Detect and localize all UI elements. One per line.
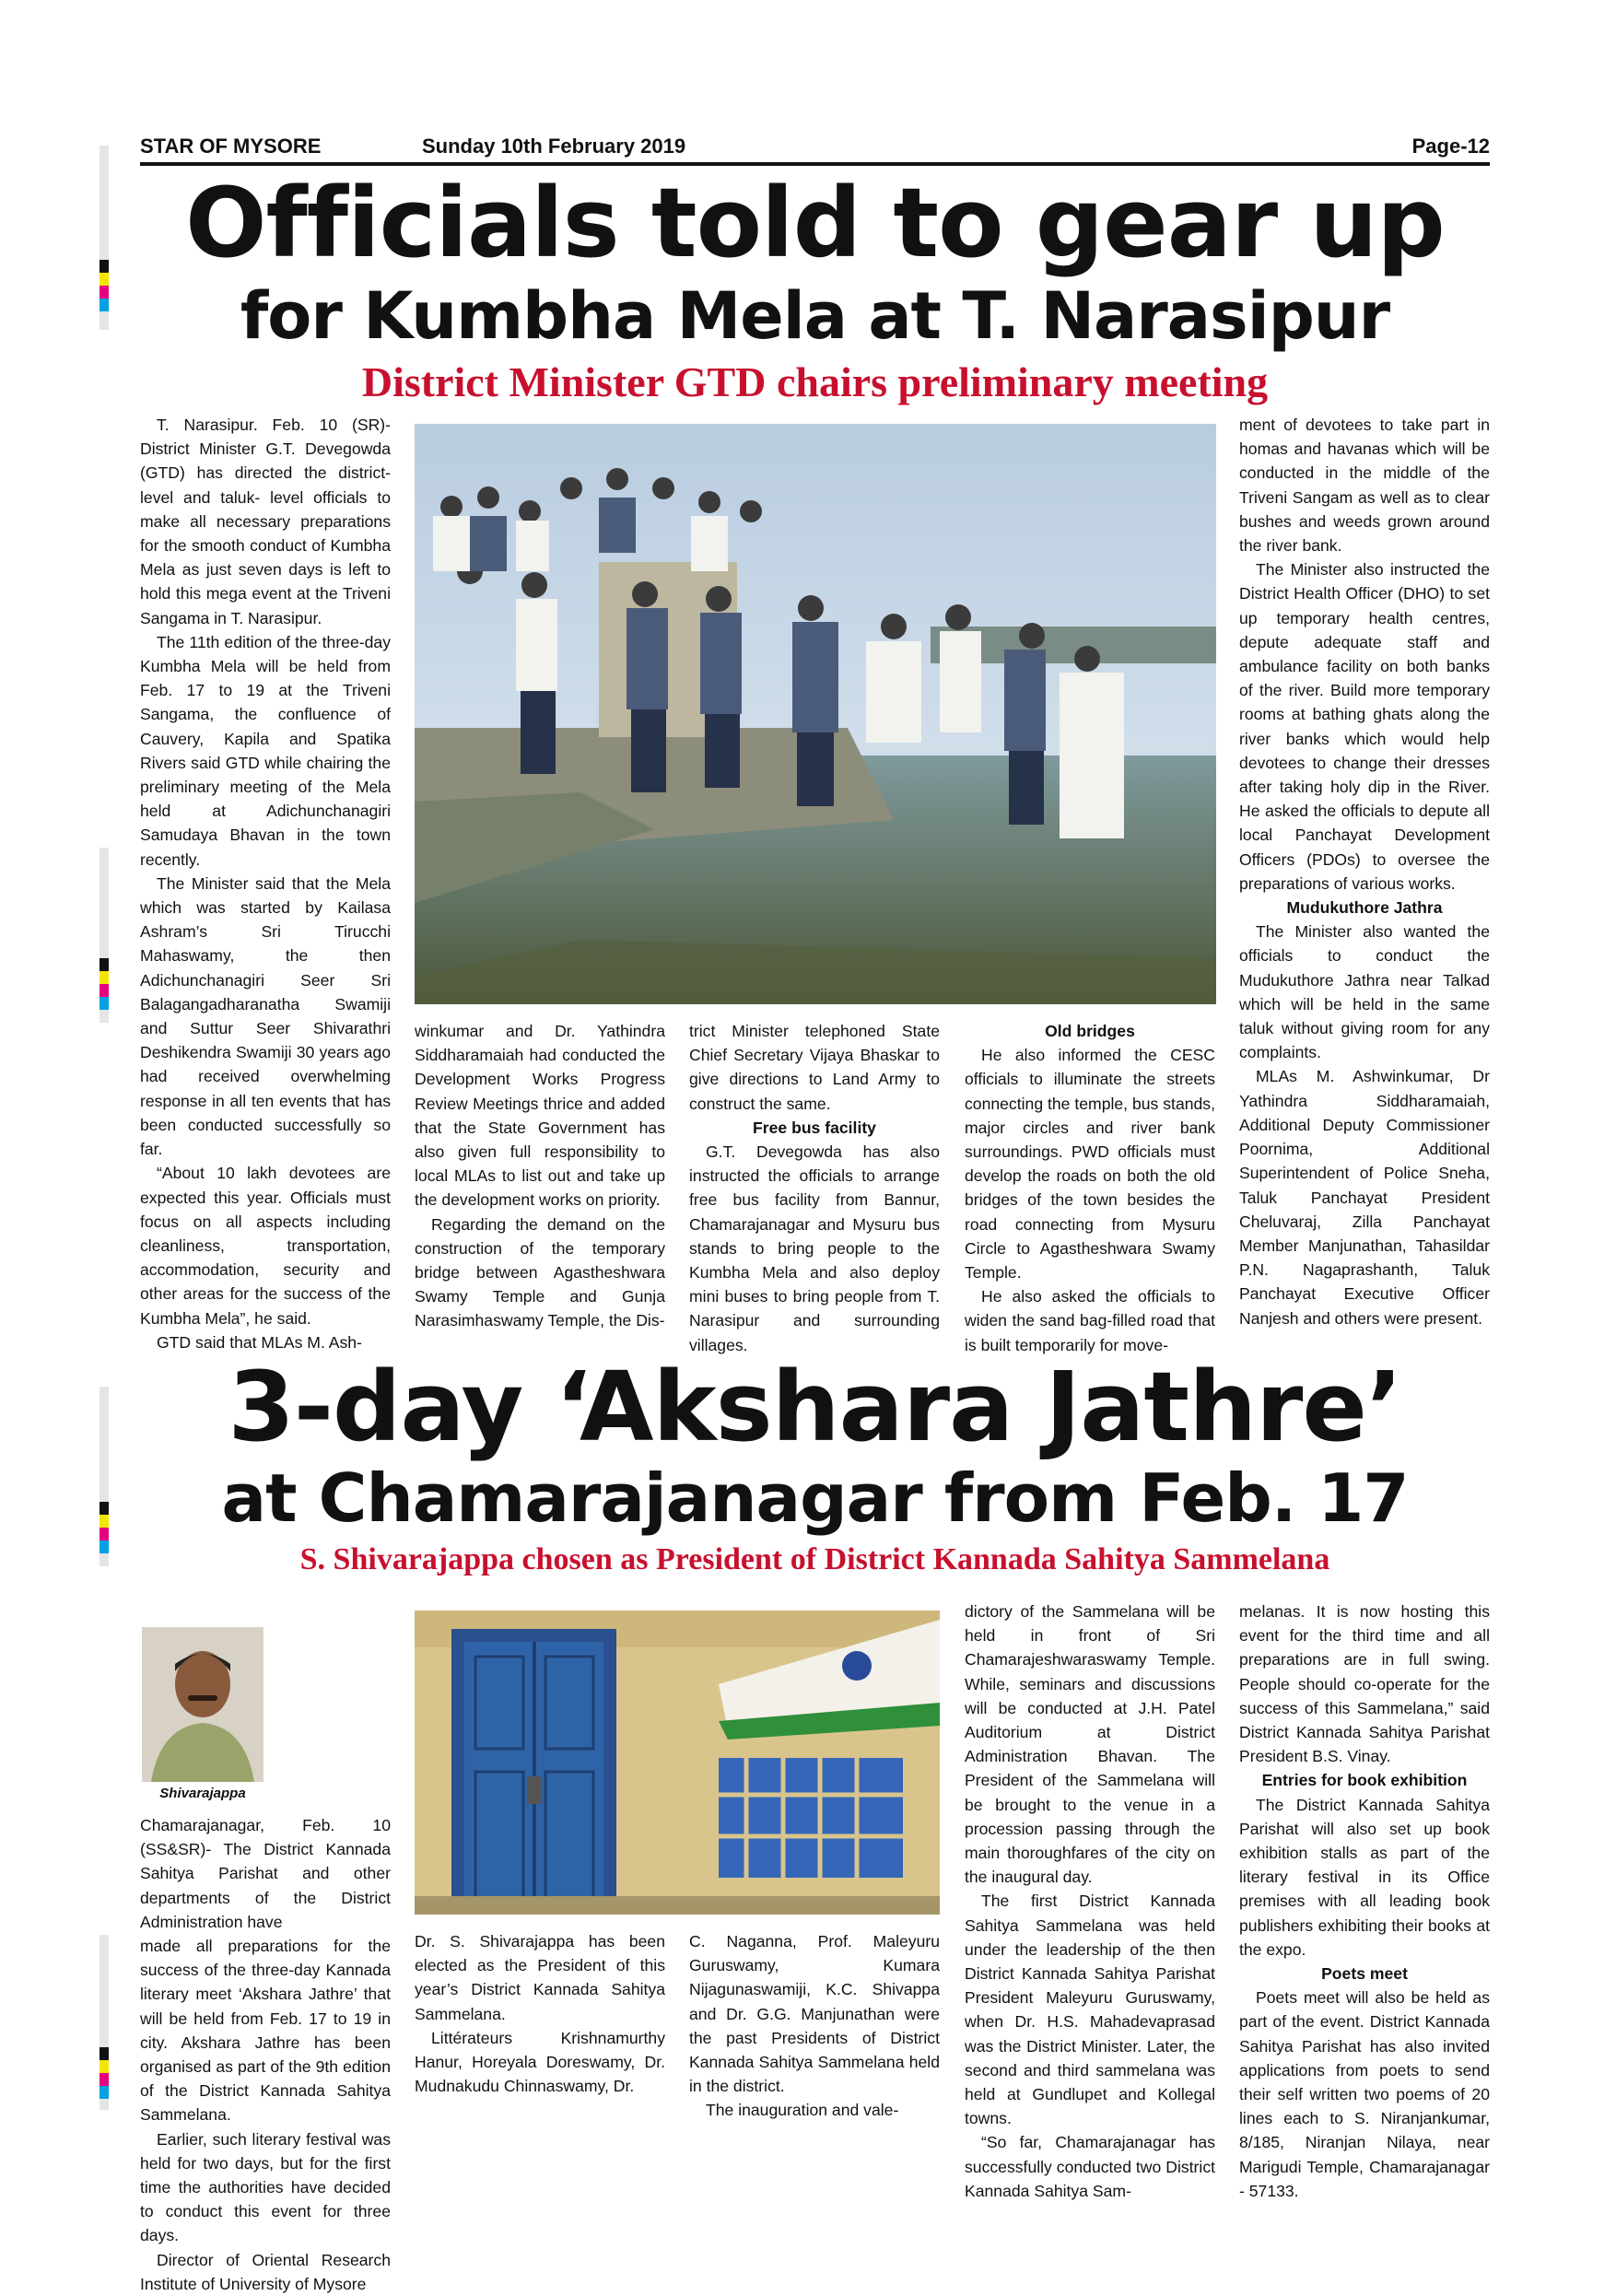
paragraph: Earlier, such literary festival was held for two days, but for the first time the authorities have decided to conduct this event for three days. <box>140 2129 391 2245</box>
paragraph: G.T. Devegowda has also instructed the officials to arrange free bus facility from Bannur, Chamarajanagar and Mysuru bus stands to bring people to the Kumbha Mela and also deploy mini buses to bring people from T. Narasipur and surrounding villages. <box>689 1142 940 1354</box>
subheading-old-bridges: Old bridges <box>1045 1022 1135 1040</box>
story1-subhead: District Minister GTD chairs preliminary meeting <box>361 358 1269 405</box>
story1-column-3 <box>689 1019 940 1360</box>
portrait-float-spacer <box>140 1599 269 1813</box>
paragraph: ment of devotees to take part in homas and havanas which will be conducted in the middle of the Triveni Sangam as well as to clear bushes and weeds grown around the river bank. <box>1239 416 1490 556</box>
story2-column-4 <box>965 1599 1215 2208</box>
story2-column-5 <box>1239 1599 1490 2208</box>
paragraph: The Minister said that the Mela which was started by Kailasa Ashram’s Sri Tirucchi Mahaswamy, the then Adichunchanagiri Seer Sri Balagangadharanatha Swamiji and Suttur Seer Shivarathri Deshikendra Swamiji 30 years ago had received overwhelming response in all ten events that has been conducted successfully so far. <box>140 873 391 1159</box>
paragraph: MLAs M. Ashwinkumar, Dr Yathindra Siddharamaiah, Additional Deputy Commissioner Poornima, Additional Superintendent of Police Sneha, Taluk Panchayat President Cheluvaraj, Zilla Panchayat Member Manjunathan, Tahasildar P.N. Nagaprashanth, Taluk Panchayat Executive Officer Nanjesh and others were present. <box>1239 1067 1490 1328</box>
story1-column-1 <box>140 413 391 1353</box>
story1-column-5 <box>1239 413 1490 1360</box>
paragraph: GTD said that MLAs M. Ash- <box>157 1332 362 1352</box>
paragraph: He also asked the officials to widen the sand bag-filled road that is built temporarily for move- <box>965 1287 1215 1354</box>
paragraph: The 11th edition of the three-day Kumbha Mela will be held from Feb. 17 to 19 at the Triveni Sangama, the confluence of Cauvery, Kapila and Spatika Rivers said GTD while chairing the preliminary meeting of the Mela held at Adichunchanagiri Samudaya Bhavan in the town recently. <box>140 632 391 869</box>
story1-column-2 <box>415 1019 665 1360</box>
paper-name: STAR OF MYSORE <box>140 135 322 158</box>
story2-subhead: S. Shivarajappa chosen as President of District Kannada Sahitya Sammelana <box>299 1542 1330 1576</box>
paragraph: winkumar and Dr. Yathindra Siddharamaiah had conducted the Development Works Progress Review Meetings thrice and added that the State Government has also given full responsibility to local MLAs to list out and take up the development works on priority. <box>415 1022 665 1210</box>
paragraph: The Minister also instructed the District Health Officer (DHO) to set up temporary health centres, depute adequate staff and ambulance facility on both banks of the river. Build more temporary rooms at bathing ghats along the river banks which would help devotees to change their dresses after taking holy dip in the River. He asked the officials to depute all local Panchayat Development Officers (PDOs) to oversee the preparations of various works. <box>1239 560 1490 893</box>
story2-column-2 <box>415 1929 665 2206</box>
paragraph: “About 10 lakh devotees are expected this year. Officials must focus on all aspects including cleanliness, transportation, accommodation, security and other areas for the success of the Kumbha Mela”, he said. <box>140 1164 391 1328</box>
subheading-poets-meet: Poets meet <box>1321 1964 1408 1984</box>
paragraph: The inauguration and vale- <box>706 2101 899 2120</box>
paragraph: “So far, Chamarajanagar has successfully conducted two District Kannada Sahitya Sam- <box>965 2133 1215 2200</box>
story1-headline-line1: Officials told to gear up <box>185 167 1445 279</box>
paragraph: The District Kannada Sahitya Parishat will also set up book exhibition stalls as part of the literary festival in its Office premises with all leading book publishers exhibiting their books at the expo. <box>1239 1795 1490 1959</box>
paragraph: melanas. It is now hosting this event for the third time and all preparations are in full swing. People should co-operate for the success of this Sammelana,” said District Kannada Sahitya Parishat President B.S. Vinay. <box>1239 1602 1490 1766</box>
paragraph: Regarding the demand on the construction of the temporary bridge between Agastheshwara Swamy Temple and Gunja Narasimhaswamy Temple, the Dis- <box>415 1214 665 1330</box>
page-number: Page-12 <box>1411 135 1490 158</box>
story2-headline-line2: at Chamarajanagar from Feb. 17 <box>221 1459 1409 1537</box>
paragraph: Director of Oriental Research Institute of University of Mysore <box>140 2250 391 2293</box>
registration-marks-2 <box>100 958 109 1010</box>
paragraph: The Minister also wanted the officials to conduct the Mudukuthore Jathra near Talkad which will be held in the same taluk without giving room for any complaints. <box>1239 922 1490 1062</box>
registration-marks-4 <box>100 2047 109 2099</box>
subheading-free-bus: Free bus facility <box>753 1118 876 1137</box>
registration-marks-1 <box>100 260 109 311</box>
registration-marks-3 <box>100 1502 109 1553</box>
story1-headline-line2: for Kumbha Mela at T. Narasipur <box>240 278 1390 354</box>
meeting-photo <box>415 424 1216 1004</box>
subheading-mudukuthore: Mudukuthore Jathra <box>1286 898 1443 918</box>
blue-door-image <box>415 1611 940 1915</box>
paragraph: Chamarajanagar, Feb. 10 (SS&SR)- The District Kannada Sahitya Parishat and other departments of the District Administration have <box>140 1816 391 1931</box>
paragraph: trict Minister telephoned State Chief Secretary Vijaya Bhaskar to give directions to Land Army to construct the same. <box>689 1022 940 1113</box>
portrait-caption: Shivarajappa <box>159 1786 246 1801</box>
masthead <box>140 135 1490 162</box>
story2-column-3 <box>689 1929 940 2206</box>
issue-date: Sunday 10th February 2019 <box>422 135 686 158</box>
story2-column-1 <box>140 1599 391 2293</box>
story2-headline-line1: 3-day ‘Akshara Jathre’ <box>228 1351 1402 1463</box>
paragraph: Littérateurs Krishnamurthy Hanur, Horeyala Doreswamy, Dr. Mudnakudu Chinnaswamy, Dr. <box>415 2028 665 2096</box>
paragraph: C. Naganna, Prof. Maleyuru Guruswamy, Kumara Nijagunaswamiji, K.C. Shivappa and Dr. G.G. Manjunathan were the past Presidents of District Kannada Sahitya Sammelana held in the district. <box>689 1932 940 2096</box>
subheading-book-exhibition: Entries for book exhibition <box>1261 1771 1468 1790</box>
paragraph: made all preparations for the success of the three-day Kannada literary meet ‘Akshara Jathre’ that will be held from Feb. 17 to 19 in city. Akshara Jathre has been organised as part of the 9th edition of the District Kannada Sahitya Sammelana. <box>140 1937 391 2125</box>
paragraph: Poets meet will also be held as part of the event. District Kannada Sahitya Parishat has also invited applications from poets to send their self written two poems of 20 lines each to S. Niranjankumar, 8/185, Niranjan Nilaya, near Marigudi Temple, Chamarajanagar - 57133. <box>1239 1988 1490 2200</box>
parishat-office-photo <box>415 1611 940 1915</box>
riverbank-inspection-image <box>415 424 1216 1004</box>
paragraph: He also informed the CESC officials to illuminate the streets connecting the temple, bus stands, major circles and river bank surroundings. PWD officials must develop the roads on both the old bridges of the town besides the road connecting from Mysuru Circle to Agastheshwara Swamy Temple. <box>965 1046 1215 1283</box>
paragraph: dictory of the Sammelana will be held in front of Sri Chamarajeshwaraswamy Temple. While, seminars and discussions will be conducted at J.H. Patel Auditorium at District Administration Bhavan. The President of the Sammelana will be brought to the venue in a procession passing through the main thoroughfares of the city on the inaugural day. <box>965 1602 1215 1887</box>
paragraph: Dr. S. Shivarajappa has been elected as the President of this year’s District Kannada Sahitya Sammelana. <box>415 1932 665 2023</box>
masthead-rule <box>140 162 1490 166</box>
story1-column-4 <box>965 1019 1215 1360</box>
paragraph: T. Narasipur. Feb. 10 (SR)- District Minister G.T. Devegowda (GTD) has directed the district-level and taluk- level officials to make all necessary preparations for the smooth conduct of Kumbha Mela as just seven days is left to hold this mega event at the Triveni Sangama in T. Narasipur. <box>140 416 391 627</box>
paragraph: The first District Kannada Sahitya Sammelana was held under the leadership of the then District Kannada Sahitya Parishat President Maleyuru Guruswamy, when Dr. H.S. Mahadevaprasad was the District Minister. Later, the second and third sammelana was held at Gundlupet and Kollegal towns. <box>965 1892 1215 2128</box>
